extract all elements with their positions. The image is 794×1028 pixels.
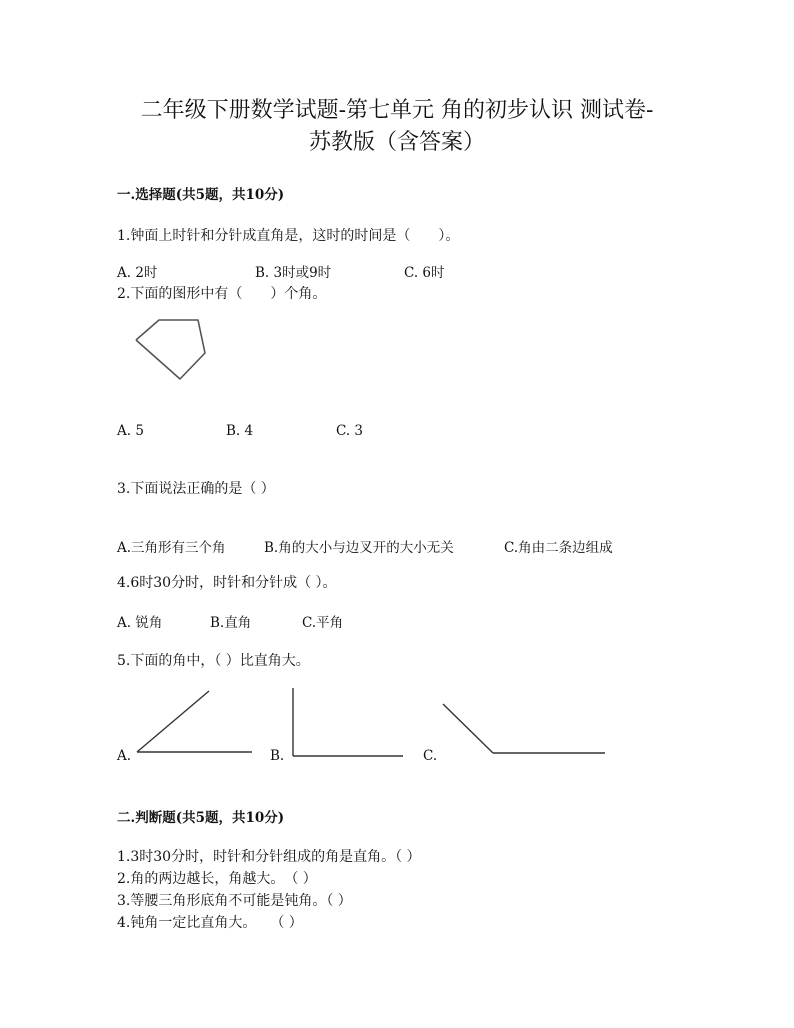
question-5-text: 5.下面的角中，（ ）比直角大。 xyxy=(117,653,310,669)
judge-item-4: 4.钝角一定比直角大。 （ ） xyxy=(117,915,303,931)
angle-c-obtuse xyxy=(443,704,605,753)
angle-b-label: B. xyxy=(270,748,285,764)
question-1-text: 1.钟面上时针和分针成直角是，这时的时间是（ ）。 xyxy=(117,228,460,244)
judge-item-3: 3.等腰三角形底角不可能是钝角。（ ） xyxy=(117,893,352,909)
question-2-option-b: B. 4 xyxy=(226,423,254,439)
question-2-text: 2.下面的图形中有（ ）个角。 xyxy=(117,286,327,302)
judge-item-2: 2.角的两边越长，角越大。 （ ） xyxy=(117,871,317,887)
question-3-option-b: B.角的大小与边叉开的大小无关 xyxy=(264,540,454,556)
question-3-option-c: C.角由二条边组成 xyxy=(504,540,613,556)
angle-a-label: A. xyxy=(117,748,132,764)
question-3-text: 3.下面说法正确的是（ ） xyxy=(117,481,275,497)
question-2-option-c: C. 3 xyxy=(336,423,364,439)
question-4-option-c: C.平角 xyxy=(302,615,344,631)
question-1-option-a: A. 2时 xyxy=(117,265,158,281)
question-3-option-a: A.三角形有三个角 xyxy=(117,540,226,556)
question-4-option-b: B.直角 xyxy=(210,615,252,631)
section1-heading: 一.选择题(共5题，共10分) xyxy=(117,187,285,203)
judge-item-1: 1.3时30分时，时针和分针组成的角是直角。（ ） xyxy=(117,849,421,865)
question-2-option-a: A. 5 xyxy=(117,423,144,439)
question-1-option-c: C. 6时 xyxy=(404,265,445,281)
angle-b-right xyxy=(293,688,403,756)
page-title-line1: 二年级下册数学试题-第七单元 角的初步认识 测试卷- xyxy=(140,98,654,123)
question-4-text: 4.6时30分时，时针和分针成（ ）。 xyxy=(117,575,337,591)
angle-a-acute xyxy=(137,691,252,752)
angle-c-label: C. xyxy=(423,748,438,764)
question-1-option-b: B. 3时或9时 xyxy=(255,265,332,281)
question-4-option-a: A. 锐角 xyxy=(117,615,163,631)
page-title-line2: 苏教版（含答案） xyxy=(308,130,485,155)
section2-heading: 二.判断题(共5题，共10分) xyxy=(117,810,285,826)
